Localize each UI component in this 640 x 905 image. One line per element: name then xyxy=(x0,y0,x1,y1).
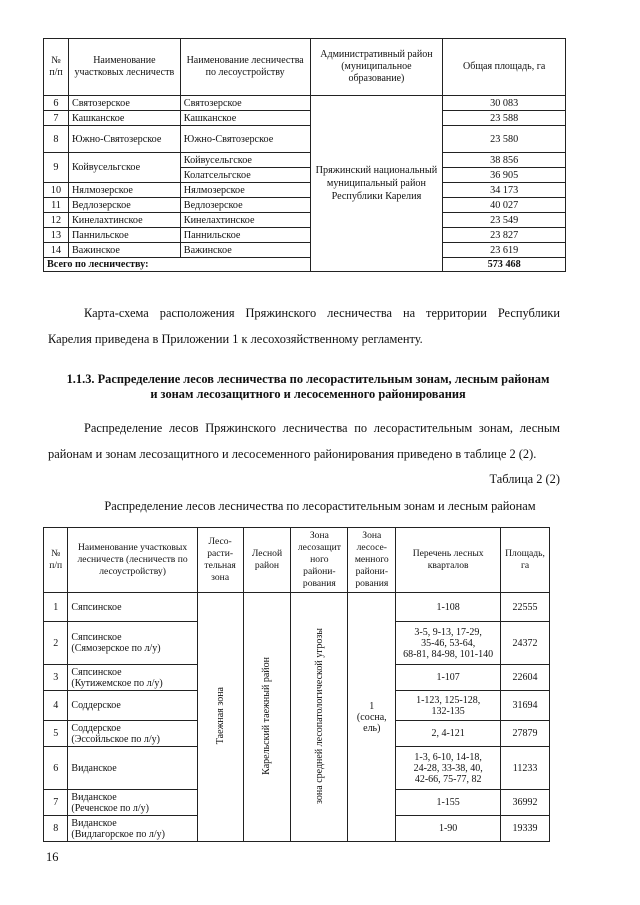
row-les: Колатсельгское xyxy=(180,168,310,183)
zone-cell: Таежная зона xyxy=(197,593,243,842)
row-num: 7 xyxy=(44,111,69,126)
row-num: 5 xyxy=(44,721,68,747)
row-num: 10 xyxy=(44,183,69,198)
row-kvartaly: 1-123, 125-128, 132-135 xyxy=(396,691,501,721)
row-num: 8 xyxy=(44,816,68,842)
header-area: Площадь, га xyxy=(501,528,550,593)
row-les: Паннильское xyxy=(180,228,310,243)
row-num: 9 xyxy=(44,153,69,183)
table-row xyxy=(44,126,566,153)
row-les: Южно-Святозерское xyxy=(180,126,310,153)
row-area: 23 580 xyxy=(443,126,566,153)
header-lesoustroistvo: Наименование лесничества по лесоустройству xyxy=(180,39,310,96)
total-row xyxy=(44,258,566,272)
distribution-paragraph: Распределение лесов Пряжинского лесничества по лесорастительным зонам, лесным районам и зонам лесозащитного и лесосеменного районирования приведено в таблице 2 (2). xyxy=(48,421,560,461)
row-name: Кашканское xyxy=(68,111,180,126)
row-les: Святозерское xyxy=(180,96,310,111)
row-num: 4 xyxy=(44,691,68,721)
row-area: 27879 xyxy=(501,721,550,747)
header-region: Лесной район xyxy=(243,528,291,593)
row-les: Ведлозерское xyxy=(180,198,310,213)
row-num: 6 xyxy=(44,747,68,790)
row-name: Нялмозерское xyxy=(68,183,180,198)
row-les: Койвусельгское xyxy=(180,153,310,168)
total-label: Всего по лесничеству: xyxy=(44,258,443,272)
row-area: 23 827 xyxy=(443,228,566,243)
row-les: Кинелахтинское xyxy=(180,213,310,228)
region-cell: Карельский таежный район xyxy=(243,593,291,842)
row-num: 13 xyxy=(44,228,69,243)
row-num: 6 xyxy=(44,96,69,111)
table-row xyxy=(44,228,566,243)
row-area: 22604 xyxy=(501,665,550,691)
table-row xyxy=(44,213,566,228)
admin-district: Пряжинский национальный муниципальный район Республики Карелия xyxy=(310,96,443,272)
row-num: 3 xyxy=(44,665,68,691)
row-area: 24372 xyxy=(501,622,550,665)
header-uchastkovoe: Наименование участковых лесничеств xyxy=(68,39,180,96)
row-name: Виданское (Реченское по л/у) xyxy=(68,790,197,816)
row-area: 19339 xyxy=(501,816,550,842)
table-row xyxy=(44,593,550,622)
header-zone: Лесо-расти-тельная зона xyxy=(197,528,243,593)
seed-cell: 1 (сосна, ель) xyxy=(348,593,396,842)
forestry-area-table xyxy=(43,38,566,272)
row-area: 40 027 xyxy=(443,198,566,213)
header-name: Наименование участковых лесничеств (лесничеств по лесоустройству) xyxy=(68,528,197,593)
row-kvartaly: 1-107 xyxy=(396,665,501,691)
table-row xyxy=(44,96,566,111)
row-name: Соддерское (Эссойльское по л/у) xyxy=(68,721,197,747)
row-num: 14 xyxy=(44,243,69,258)
row-name: Сяпсинское (Сямозерское по л/у) xyxy=(68,622,197,665)
row-area: 23 549 xyxy=(443,213,566,228)
page-number: 16 xyxy=(46,850,59,864)
row-kvartaly: 1-155 xyxy=(396,790,501,816)
row-name: Кинелахтинское xyxy=(68,213,180,228)
row-kvartaly: 2, 4-121 xyxy=(396,721,501,747)
row-name: Сяпсинское xyxy=(68,593,197,622)
row-kvartaly: 3-5, 9-13, 17-29, 35-46, 53-64, 68-81, 84-98, 101-140 xyxy=(396,622,501,665)
row-name: Койвусельгское xyxy=(68,153,180,183)
row-area: 22555 xyxy=(501,593,550,622)
row-area: 23 619 xyxy=(443,243,566,258)
header-area: Общая площадь, га xyxy=(443,39,566,96)
table-row xyxy=(44,198,566,213)
row-area: 34 173 xyxy=(443,183,566,198)
row-area: 38 856 xyxy=(443,153,566,168)
row-name: Виданское xyxy=(68,747,197,790)
total-value: 573 468 xyxy=(443,258,566,272)
row-num: 12 xyxy=(44,213,69,228)
row-name: Важинское xyxy=(68,243,180,258)
map-reference-paragraph: Карта-схема расположения Пряжинского лесничества на территории Республики Карелия приведена в Приложении 1 к лесохозяйственному регламенту. xyxy=(48,306,560,346)
header-seed: Зона лесосе-менного райони-рования xyxy=(348,528,396,593)
forest-zoning-table xyxy=(43,527,550,842)
row-name: Святозерское xyxy=(68,96,180,111)
row-num: 11 xyxy=(44,198,69,213)
table-caption: Распределение лесов лесничества по лесорастительным зонам и лесным районам xyxy=(104,499,536,513)
table-row xyxy=(44,183,566,198)
row-name: Соддерское xyxy=(68,691,197,721)
row-num: 8 xyxy=(44,126,69,153)
header-protect: Зона лесозащит ного райони-рования xyxy=(291,528,348,593)
row-area: 36 905 xyxy=(443,168,566,183)
row-les: Кашканское xyxy=(180,111,310,126)
header-kvartaly: Перечень лесных кварталов xyxy=(396,528,501,593)
row-num: 1 xyxy=(44,593,68,622)
section-heading: 1.1.3. Распределение лесов лесничества по лесорастительным зонам, лесным районам и зонам лесозащитного и лесосеменного районирования xyxy=(66,372,550,401)
row-num: 2 xyxy=(44,622,68,665)
row-kvartaly: 1-90 xyxy=(396,816,501,842)
row-area: 30 083 xyxy=(443,96,566,111)
row-area: 11233 xyxy=(501,747,550,790)
row-name: Сяпсинское (Кутижемское по л/у) xyxy=(68,665,197,691)
row-area: 31694 xyxy=(501,691,550,721)
table-row xyxy=(44,243,566,258)
row-name: Южно-Святозерское xyxy=(68,126,180,153)
row-area: 23 588 xyxy=(443,111,566,126)
row-kvartaly: 1-3, 6-10, 14-18, 24-28, 33-38, 40, 42-66, 75-77, 82 xyxy=(396,747,501,790)
row-les: Важинское xyxy=(180,243,310,258)
row-name: Ведлозерское xyxy=(68,198,180,213)
table-header-row xyxy=(44,528,550,593)
row-name: Паннильское xyxy=(68,228,180,243)
header-admin: Административный район (муниципальное образование) xyxy=(310,39,443,96)
row-les: Нялмозерское xyxy=(180,183,310,198)
protect-cell: зона средней лесопатологической угрозы xyxy=(291,593,348,842)
header-num: № п/п xyxy=(44,528,68,593)
table-row xyxy=(44,153,566,168)
row-kvartaly: 1-108 xyxy=(396,593,501,622)
table-row xyxy=(44,111,566,126)
table-number: Таблица 2 (2) xyxy=(489,472,560,486)
table-header-row xyxy=(44,39,566,96)
row-area: 36992 xyxy=(501,790,550,816)
row-num: 7 xyxy=(44,790,68,816)
header-num: № п/п xyxy=(44,39,69,96)
row-name: Виданское (Видлагорское по л/у) xyxy=(68,816,197,842)
